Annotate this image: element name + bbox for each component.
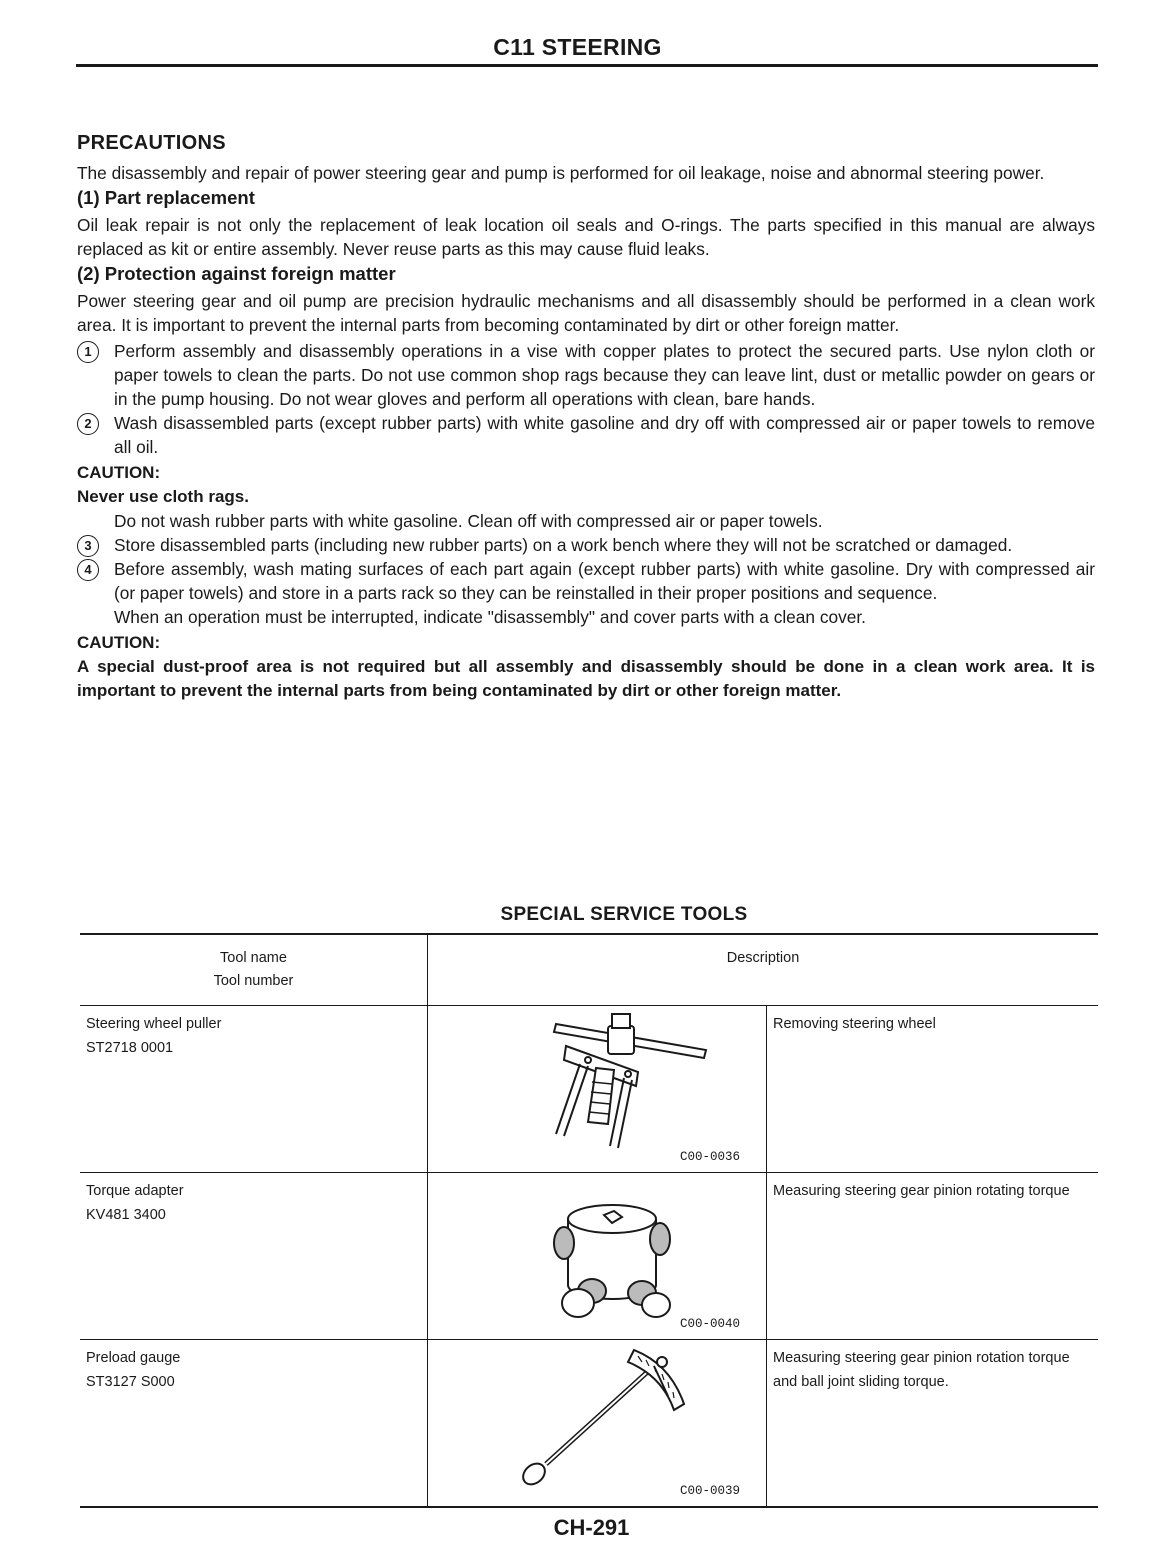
- special-service-tools-title: SPECIAL SERVICE TOOLS: [500, 904, 748, 925]
- tool-figure-cell: [428, 1173, 767, 1340]
- tool-name: Preload gauge: [86, 1350, 181, 1366]
- protection-heading: (2) Protection against foreign matter: [77, 263, 396, 284]
- preload-gauge-illustration: [428, 1340, 766, 1500]
- table-row: [80, 1006, 1098, 1173]
- page-title: C11 STEERING: [493, 34, 662, 60]
- figure-code: C00-0036: [679, 1150, 740, 1164]
- precaution-item: [77, 557, 1095, 605]
- rubber-parts-note: Do not wash rubber parts with white gasoline. Clean off with compressed air or paper towels.: [114, 511, 823, 531]
- tool-name-cell: [80, 1340, 428, 1508]
- item-number-badge: 3: [77, 535, 99, 557]
- tool-number: ST2718 0001: [86, 1040, 174, 1056]
- table-row: [80, 1340, 1098, 1508]
- precaution-item: [77, 411, 1095, 459]
- precautions-heading: PRECAUTIONS: [77, 132, 226, 154]
- part-replacement-heading: (1) Part replacement: [77, 187, 255, 208]
- precautions-section: [77, 132, 1095, 703]
- tool-figure-cell: [428, 1006, 767, 1173]
- figure-code: C00-0039: [679, 1484, 740, 1498]
- tool-description: Measuring steering gear pinion rotating torque: [767, 1173, 1099, 1340]
- tool-figure-cell: [428, 1340, 767, 1508]
- interrupt-note: When an operation must be interrupted, indicate "disassembly" and cover parts with a clean cover.: [114, 607, 866, 627]
- torque-adapter-illustration: [428, 1173, 766, 1333]
- header-rule: [76, 64, 1098, 67]
- item-number-badge: 4: [77, 559, 99, 581]
- page-number: CH-291: [553, 1515, 630, 1540]
- tool-number: KV481 3400: [86, 1207, 166, 1223]
- caution-label: CAUTION:: [77, 633, 161, 652]
- tool-description: Measuring steering gear pinion rotation torque and ball joint sliding torque.: [767, 1340, 1099, 1508]
- table-header-row: [80, 934, 1098, 1006]
- caution-text: Never use cloth rags.: [77, 487, 249, 506]
- item-number-badge: 2: [77, 413, 99, 435]
- precautions-intro: The disassembly and repair of power steering gear and pump is performed for oil leakage, noise and abnormal steering power.: [77, 163, 1045, 183]
- tool-name: Steering wheel puller: [86, 1016, 222, 1032]
- precaution-item: [77, 339, 1095, 411]
- tool-description: Removing steering wheel: [767, 1006, 1099, 1173]
- caution-label: CAUTION:: [77, 463, 161, 482]
- column-header-tool-name: Tool name: [220, 950, 287, 966]
- tool-name: Torque adapter: [86, 1183, 184, 1199]
- column-header-tool: [80, 934, 428, 1006]
- caution-text: A special dust-proof area is not required but all assembly and disassembly should be done in a clean work area. It is important to prevent the internal parts from being contaminated by dirt or other foreign matter.: [77, 657, 1095, 700]
- table-row: [80, 1173, 1098, 1340]
- item-text: Store disassembled parts (including new rubber parts) on a work bench where they will not be scratched or damaged.: [114, 535, 1013, 555]
- special-service-tools-table: [80, 933, 1098, 1508]
- part-replacement-text: Oil leak repair is not only the replacement of leak location oil seals and O-rings. The parts specified in this manual are always replaced as kit or entire assembly. Never reuse parts as this may cause fluid leaks.: [77, 215, 1095, 259]
- precaution-item: [77, 533, 1095, 557]
- tool-name-cell: [80, 1006, 428, 1173]
- item-text: Wash disassembled parts (except rubber parts) with white gasoline and dry off with compressed air or paper towels to remove all oil.: [114, 413, 1095, 457]
- item-text: Perform assembly and disassembly operations in a vise with copper plates to protect the secured parts. Use nylon cloth or paper towels to clean the parts. Do not use common shop rags because they can leave lint, dust or metallic powder on gears or in the pump housing. Do not wear gloves and perform all operations with clean, bare hands.: [114, 341, 1095, 409]
- item-text: Before assembly, wash mating surfaces of each part again (except rubber parts) with white gasoline. Dry with compressed air (or paper towels) and store in a parts rack so they can be reinstalled in their proper positions and sequence.: [114, 559, 1095, 603]
- column-header-description: Description: [428, 934, 1099, 1006]
- steering-wheel-puller-illustration: [428, 1006, 766, 1166]
- tool-number: ST3127 S000: [86, 1374, 175, 1390]
- column-header-tool-number: Tool number: [213, 973, 294, 989]
- protection-text: Power steering gear and oil pump are precision hydraulic mechanisms and all disassembly should be performed in a clean work area. It is important to prevent the internal parts from becoming contaminated by dirt or other foreign matter.: [77, 291, 1095, 335]
- figure-code: C00-0040: [679, 1317, 740, 1331]
- item-number-badge: 1: [77, 341, 99, 363]
- tool-name-cell: [80, 1173, 428, 1340]
